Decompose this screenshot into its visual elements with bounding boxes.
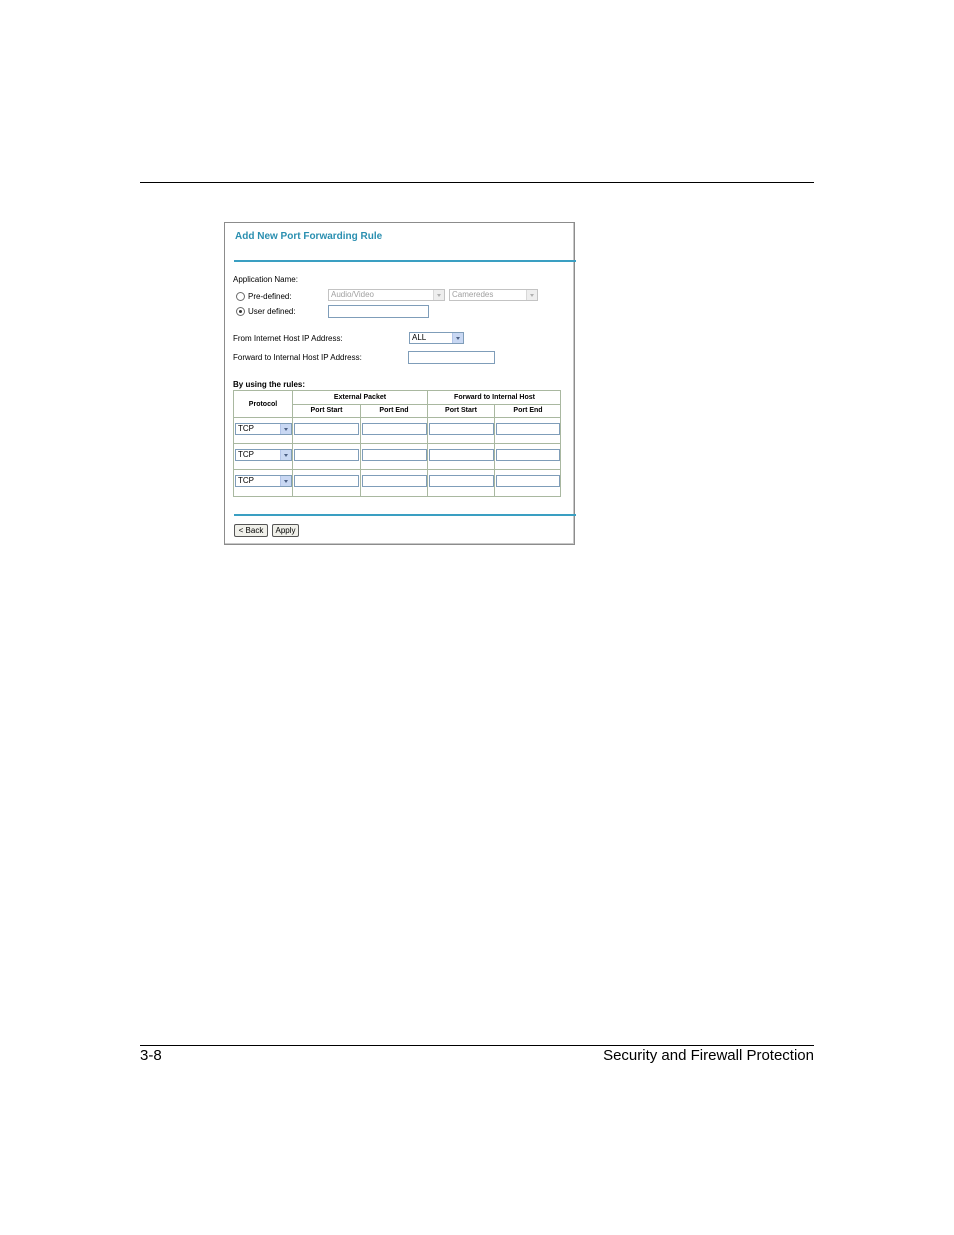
fwd-port-start-header-cell — [428, 405, 495, 418]
port-start-header: Port Start — [445, 407, 477, 414]
chevron-down-icon — [280, 450, 291, 460]
table-cell — [361, 444, 428, 470]
chevron-down-icon — [452, 333, 463, 343]
form-title: Add New Port Forwarding Rule — [235, 231, 383, 242]
ext-port-end-input[interactable] — [362, 423, 427, 435]
predefined-radio[interactable] — [236, 292, 245, 301]
radio-selected-dot — [239, 310, 242, 313]
fwd-port-end-input[interactable] — [496, 449, 560, 461]
table-cell — [495, 470, 561, 496]
apply-button[interactable]: Apply — [272, 524, 299, 537]
table-cell — [293, 418, 361, 444]
fwd-port-start-input[interactable] — [429, 423, 494, 435]
footer-rule — [140, 1045, 814, 1046]
footer-divider — [234, 514, 576, 516]
port-start-header: Port Start — [310, 407, 343, 414]
forward-host-label: Forward to Internal Host IP Address: — [233, 353, 362, 362]
port-forwarding-screenshot — [224, 222, 575, 545]
ext-port-start-input[interactable] — [294, 449, 359, 461]
fwd-port-start-input[interactable] — [429, 449, 494, 461]
protocol-select[interactable] — [235, 423, 292, 435]
predefined-category-select[interactable] — [328, 289, 445, 301]
table-cell — [495, 444, 561, 470]
from-host-label: From Internet Host IP Address: — [233, 334, 343, 343]
rules-table — [233, 390, 561, 497]
fwd-port-start-input[interactable] — [429, 475, 494, 487]
fwd-port-end-input[interactable] — [496, 423, 560, 435]
chevron-down-icon — [280, 424, 291, 434]
port-end-header: Port End — [379, 407, 409, 414]
ext-port-end-input[interactable] — [362, 449, 427, 461]
table-cell — [293, 444, 361, 470]
table-cell — [361, 418, 428, 444]
forward-header: Forward to Internal Host — [454, 394, 535, 401]
table-cell — [293, 470, 361, 496]
fwd-port-end-header-cell — [495, 405, 561, 418]
header-rule — [140, 182, 814, 183]
external-packet-header-cell — [293, 391, 428, 405]
predefined-app-select[interactable] — [449, 289, 538, 301]
protocol-value: TCP — [238, 476, 254, 485]
protocol-value: TCP — [238, 450, 254, 459]
protocol-select[interactable] — [235, 475, 292, 487]
application-name-label: Application Name: — [233, 275, 298, 284]
chevron-down-icon — [526, 290, 537, 300]
protocol-header: Protocol — [248, 401, 278, 408]
title-divider — [234, 260, 576, 262]
table-row — [234, 444, 293, 470]
chevron-down-icon — [280, 476, 291, 486]
from-host-select[interactable] — [409, 332, 464, 344]
table-cell — [495, 418, 561, 444]
page-number: 3-8 — [140, 1047, 162, 1064]
table-cell — [428, 470, 495, 496]
table-row — [234, 470, 293, 496]
forward-host-input[interactable] — [408, 351, 495, 364]
ext-port-start-input[interactable] — [294, 423, 359, 435]
user-defined-radio[interactable] — [236, 307, 245, 316]
protocol-select[interactable] — [235, 449, 292, 461]
ext-port-end-input[interactable] — [362, 475, 427, 487]
table-cell — [428, 444, 495, 470]
ext-port-start-header-cell — [293, 405, 361, 418]
port-end-header: Port End — [513, 407, 543, 414]
table-row — [234, 418, 293, 444]
user-defined-input[interactable] — [328, 305, 429, 318]
external-packet-header: External Packet — [333, 394, 387, 401]
predefined-label: Pre-defined: — [248, 292, 292, 301]
rules-label: By using the rules: — [233, 380, 306, 389]
user-defined-label: User defined: — [248, 307, 296, 316]
table-cell — [361, 470, 428, 496]
chevron-down-icon — [433, 290, 444, 300]
predefined-category-value: Audio/Video — [331, 290, 374, 299]
predefined-app-value: Cameredes — [452, 290, 494, 299]
protocol-value: TCP — [238, 424, 254, 433]
section-title: Security and Firewall Protection — [603, 1047, 814, 1064]
ext-port-end-header-cell — [361, 405, 428, 418]
back-button[interactable]: < Back — [234, 524, 268, 537]
ext-port-start-input[interactable] — [294, 475, 359, 487]
forward-header-cell — [428, 391, 561, 405]
table-cell — [428, 418, 495, 444]
protocol-header-cell — [234, 391, 293, 418]
from-host-value: ALL — [412, 333, 427, 342]
fwd-port-end-input[interactable] — [496, 475, 560, 487]
